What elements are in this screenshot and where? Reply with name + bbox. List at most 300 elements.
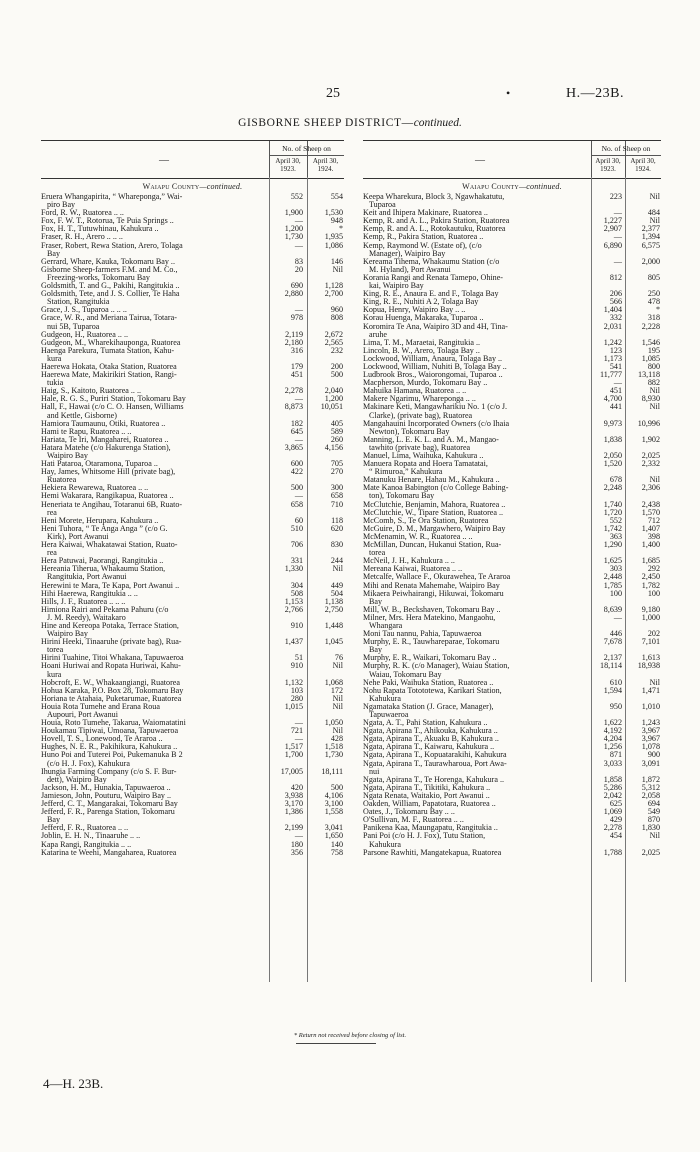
sheep-1924-value: 300 xyxy=(330,483,343,493)
sheep-1923-value: 4,700 xyxy=(603,394,622,404)
table-row xyxy=(41,314,344,322)
owner-entry: Heni Morete, Herupara, Kahukura .. xyxy=(41,516,159,525)
sheep-1923-value: 441 xyxy=(609,402,622,412)
sheep-1924-value: 1,200 xyxy=(324,394,343,404)
sheep-1924-value: 2,450 xyxy=(641,572,660,582)
sheep-1924-value: 1,782 xyxy=(641,580,660,590)
sheep-1924-value: 1,546 xyxy=(641,337,660,347)
sheep-1923-value: 2,248 xyxy=(603,483,622,493)
year-1923-heading: April 30, 1923. xyxy=(595,157,621,173)
sheep-1924-value: 2,377 xyxy=(641,224,660,234)
sheep-1924-value: 8,930 xyxy=(641,394,660,404)
sheep-1923-value: 3,033 xyxy=(603,758,622,768)
table-row xyxy=(41,751,344,759)
sheep-1923-value: 332 xyxy=(609,313,622,323)
owner-entry: McGuire, D. M., Margawhero, Waipiro Bay xyxy=(363,524,506,533)
sheep-1923-value: 552 xyxy=(290,192,303,201)
owner-entry: Houia, Roto Tumehe, Takarua, Waiomatatini xyxy=(41,719,186,728)
sheep-1924-value: 1,570 xyxy=(641,507,660,517)
sheep-1924-value: 805 xyxy=(647,272,660,282)
sheep-1924-value: 10,996 xyxy=(637,418,660,428)
owner-entry: Goldsmith, T. and G., Pakihi, Rangitukia .. xyxy=(41,282,180,291)
title-main: GISBORNE SHEEP DISTRICT— xyxy=(238,117,414,129)
table-row xyxy=(41,266,344,274)
sheep-1924-value: 1,400 xyxy=(641,540,660,550)
sheep-1924-value: 554 xyxy=(330,192,343,201)
owner-entry: Tapuwaeroa xyxy=(369,711,409,719)
owner-entry: McClutchie, Benjamin, Mahora, Ruatorea .. xyxy=(363,500,506,509)
owner-entry: Makinare Keti, Mangawharikiu No. 1 (c/o J. xyxy=(363,403,508,412)
sheep-1923-value: 303 xyxy=(609,564,622,574)
owner-entry: Ngata Renata, Waitakio, Port Awanui .. xyxy=(363,791,490,800)
sheep-1923-value: 2,880 xyxy=(284,289,303,299)
owner-entry: Korania Rangi and Renata Tamepo, Ohine- xyxy=(363,273,503,282)
sheep-1923-value: 8,873 xyxy=(284,402,303,412)
owner-entry: Lima, T. M., Maraetai, Rangitukia .. xyxy=(363,338,481,347)
owner-entry: rea xyxy=(47,508,57,517)
owner-entry: and Kettle, Gisborne) xyxy=(47,411,117,420)
table-row xyxy=(41,242,344,250)
sheep-1924-value: 800 xyxy=(647,361,660,371)
sheep-1923-value: 103 xyxy=(290,685,303,695)
owner-entry: Bay xyxy=(47,249,61,258)
owner-entry: “ Rimuroa,” Kahukura xyxy=(369,468,443,477)
owner-entry: Kirk), Port Awanui xyxy=(47,532,109,541)
county-heading: Waiapu County—continued. xyxy=(142,182,243,191)
owner-entry: kura xyxy=(47,670,62,679)
owner-entry: Ngata, Apirana T., Ahikouka, Kahukura .. xyxy=(363,727,498,736)
table-row xyxy=(41,403,344,411)
table-row xyxy=(41,849,344,857)
sheep-1924-value: Nil xyxy=(332,693,343,703)
owner-entry: Hine and Kereopa Potaka, Terrace Station, xyxy=(41,621,179,630)
owner-entry: Ngata, Apirana T., Kaiwaru, Kahukura .. xyxy=(363,743,495,752)
owner-entry: (c/o H. J. Fox), Kahukura xyxy=(47,759,130,768)
owner-entry: Rangitukia, Port Awanui xyxy=(47,573,127,582)
sheep-1924-value: 1,685 xyxy=(641,556,660,566)
table-row xyxy=(363,760,661,768)
sheep-1924-value: Nil xyxy=(649,402,660,412)
sheep-1924-value: 146 xyxy=(330,256,343,266)
owner-entry: Hale, R. G. S., Puriri Station, Tokomaru Bay xyxy=(41,395,186,404)
owner-entry: Jackson, H. M., Hunakia, Tapuwaeroa .. xyxy=(41,783,171,792)
owner-entry: Grace, W. R., and Meriana Tairua, Totara- xyxy=(41,314,177,323)
owner-entry: ton), Tokomaru Bay xyxy=(369,492,435,501)
sheep-1924-value: 449 xyxy=(330,580,343,590)
sheep-1923-value: — xyxy=(294,394,303,404)
sheep-1923-value: 552 xyxy=(609,515,622,525)
owner-entry: Kahukura xyxy=(369,840,401,849)
owner-entry: Heni Tuhora, “ Te Anga Anga ” (c/o G. xyxy=(41,524,168,533)
sheep-1923-value: 1,132 xyxy=(284,677,303,687)
sheep-1923-value: 420 xyxy=(290,782,303,792)
sheep-1923-value: 2,278 xyxy=(603,823,622,833)
table-row xyxy=(41,541,344,549)
sheep-1923-value: 1,742 xyxy=(603,523,622,533)
sheep-1923-value: — xyxy=(294,718,303,728)
sheep-1923-value: 2,766 xyxy=(284,604,303,614)
owner-entry: McClutchie, W., Tipare Station, Ruatorea .. xyxy=(363,508,504,517)
sheep-1923-value: 1,858 xyxy=(603,774,622,784)
owner-entry: Ngata, Apirana T., Kopuatarakihi, Kahukura xyxy=(363,751,507,760)
sheep-1923-value: 1,153 xyxy=(284,596,303,606)
document-reference: H.—23B. xyxy=(566,86,624,101)
sheep-1924-value: 504 xyxy=(330,588,343,598)
sheep-1924-value: 3,967 xyxy=(641,726,660,736)
sheep-1923-value: 1,227 xyxy=(603,216,622,226)
sheep-1923-value: — xyxy=(294,305,303,315)
table-row xyxy=(363,849,661,857)
sheep-1923-value: — xyxy=(294,734,303,744)
sheep-1923-value: 1,625 xyxy=(603,556,622,566)
sheep-1923-value: 2,278 xyxy=(284,386,303,396)
sheep-1923-value: 180 xyxy=(290,839,303,849)
sheep-1924-value: 7,101 xyxy=(641,637,660,647)
sheep-1924-value: 1,010 xyxy=(641,701,660,711)
sheep-1923-value: 2,448 xyxy=(603,572,622,582)
owner-entry: Hills, J. F., Ruatorea .. .. .. xyxy=(41,597,126,606)
sheep-1923-value: 223 xyxy=(609,192,622,201)
table-row xyxy=(41,622,344,630)
sheep-1923-value: — xyxy=(294,216,303,226)
sheep-1924-value: 1,613 xyxy=(641,653,660,663)
owner-entry: Ngata, Apirana T., Tikitiki, Kahukura .. xyxy=(363,783,491,792)
sheep-1924-value: Nil xyxy=(332,726,343,736)
title-continued: continued. xyxy=(413,117,462,129)
sheep-1924-value: Nil xyxy=(332,564,343,574)
owner-entry: Murphy, E. R., Tauwhareparae, Tokomaru xyxy=(363,638,500,647)
sheep-1924-value: 398 xyxy=(647,531,660,541)
owner-entry: Matanuku Henare, Hahau M., Kahukura .. xyxy=(363,476,500,485)
table-row xyxy=(41,565,344,573)
sheep-1923-value: 2,050 xyxy=(603,451,622,460)
owner-entry: Mate Kanoa Babington (c/o College Babing- xyxy=(363,484,509,493)
owner-entry: Clarke), (private bag), Ruatorea xyxy=(369,411,473,420)
sheep-1924-value: Nil xyxy=(332,661,343,671)
owner-entry: Hay, James, Whitsome Hill (private bag), xyxy=(41,468,176,477)
sheep-1923-value: 1,520 xyxy=(603,459,622,469)
owner-entry: Haig, S., Kaitoto, Ruatorea .. .. xyxy=(41,387,142,396)
owner-entry: Metcalfe, Wallace F., Okurawehea, Te Araroa xyxy=(363,573,511,582)
sheep-1923-value: — xyxy=(294,434,303,444)
table-row xyxy=(41,193,344,201)
owner-entry: Station, Rangitukia xyxy=(47,298,110,307)
sheep-1923-value: 1,838 xyxy=(603,434,622,444)
sheep-1923-value: 1,720 xyxy=(603,507,622,517)
sheep-1923-value: 1,256 xyxy=(603,742,622,752)
sheep-1923-value: 1,173 xyxy=(603,353,622,363)
sheep-1924-value: 948 xyxy=(330,216,343,226)
sheep-1924-value: 250 xyxy=(647,289,660,299)
sheep-1924-value: Nil xyxy=(649,216,660,226)
left-column xyxy=(41,140,344,857)
owner-entry: Fox, H. T., Tutuwhinau, Kahukura .. xyxy=(41,225,159,234)
owner-entry: Manuel, Lima, Waihuka, Kahukura .. xyxy=(363,452,484,460)
sheep-1924-value: 1,730 xyxy=(324,750,343,760)
sheep-1923-value: 3,865 xyxy=(284,442,303,452)
table-row xyxy=(363,274,661,282)
table-row xyxy=(363,832,661,840)
sheep-1924-value: 808 xyxy=(330,313,343,323)
sheep-1923-value: — xyxy=(613,256,622,266)
sheep-1923-value: 1,785 xyxy=(603,580,622,590)
owner-entry: Hekiera Rewarewa, Ruatorea .. .. xyxy=(41,484,149,493)
sheep-1923-value: 280 xyxy=(290,693,303,703)
sheep-1923-value: — xyxy=(613,208,622,218)
sheep-1923-value: 1,740 xyxy=(603,499,622,509)
sheep-1923-value: — xyxy=(613,232,622,242)
table-row xyxy=(363,242,661,250)
sheep-1923-value: 304 xyxy=(290,580,303,590)
sheep-1924-value: 2,306 xyxy=(641,483,660,493)
sheep-1923-value: 4,204 xyxy=(603,734,622,744)
sheep-1924-value: 694 xyxy=(647,799,660,809)
owner-entry: Whangara xyxy=(369,621,403,630)
owner-entry: Jefferd, F. R., Parenga Station, Tokomaru xyxy=(41,808,175,817)
sheep-1923-value: 17,005 xyxy=(280,766,303,776)
sheep-1923-value: 600 xyxy=(290,459,303,469)
bullet-mark: • xyxy=(506,86,511,100)
sheep-1923-value: 950 xyxy=(609,701,622,711)
sheep-1924-value: 478 xyxy=(647,297,660,307)
sheep-1923-value: 1,517 xyxy=(284,742,303,752)
sheep-1923-value: — xyxy=(613,378,622,388)
sheep-1924-value: 4,106 xyxy=(324,790,343,800)
sheep-1924-value: 4,156 xyxy=(324,442,343,452)
owner-entry: Ngamataka Station (J. Grace, Manager), xyxy=(363,702,494,711)
owner-entry: Bay xyxy=(369,646,383,655)
sheep-1924-value: 2,700 xyxy=(324,289,343,299)
owner-entry: Bay xyxy=(369,597,383,606)
sheep-1924-value: 2,332 xyxy=(641,459,660,469)
sheep-1924-value: 500 xyxy=(330,370,343,380)
owner-entry: aruhe xyxy=(369,330,387,339)
sheep-1923-value: 1,594 xyxy=(603,685,622,695)
owner-entry: Ngata, A. T., Pahi Station, Kahukura .. xyxy=(363,719,488,728)
sheep-1924-value: 100 xyxy=(647,588,660,598)
sheep-1924-value: 2,565 xyxy=(324,337,343,347)
sheep-1924-value: 1,471 xyxy=(641,685,660,695)
sheep-1923-value: 2,137 xyxy=(603,653,622,663)
table-row xyxy=(41,662,344,670)
page-title xyxy=(0,117,700,129)
owner-entry: Waipiro Bay xyxy=(47,452,88,460)
table-row xyxy=(41,290,344,298)
sheep-1924-value: 1,872 xyxy=(641,774,660,784)
owner-entry: Hami te Rapu, Ruatorea .. .. xyxy=(41,427,132,436)
owner-entry: Ruatorea xyxy=(47,476,77,485)
owner-entry: Keepa Wharekura, Block 3, Ngawhakatutu, xyxy=(363,193,505,201)
sheep-1924-value: 1,078 xyxy=(641,742,660,752)
owner-entry: Koromira Te Ana, Waipiro 3D and 4H, Tina- xyxy=(363,322,508,331)
owner-entry: Hereania Tiherua, Whakaumu Station, xyxy=(41,565,166,574)
table-row xyxy=(363,703,661,711)
sheep-1924-value: Nil xyxy=(332,701,343,711)
owner-entry: Hall, F., Hawai (c/o C. O. Hansen, Williams xyxy=(41,403,184,412)
table-row xyxy=(363,638,661,646)
sheep-1923-value: 3,938 xyxy=(284,790,303,800)
sheep-1923-value: 1,200 xyxy=(284,224,303,234)
sheep-1924-value: 882 xyxy=(647,378,660,388)
sheep-1923-value: 3,170 xyxy=(284,799,303,809)
sheep-1923-value: 910 xyxy=(290,661,303,671)
sheep-1923-value: 446 xyxy=(609,629,622,639)
owner-entry: Kemp, Raymond W. (Estate of), (c/o xyxy=(363,241,482,250)
owner-entry: Mahuika Hamana, Ruatorea .. .. xyxy=(363,387,467,396)
footnote: * Return not received before closing of list. xyxy=(293,1032,407,1039)
owner-entry: Ngata, Apirana T., Te Horenga, Kahukura .. xyxy=(363,775,505,784)
sheep-1923-value: 331 xyxy=(290,556,303,566)
owner-entry: Ngata, Apirana T., Akuaku B, Kahukura .. xyxy=(363,735,499,744)
left-entries xyxy=(41,193,344,857)
owner-entry: O'Sullivan, M. F., Ruatorea .. .. xyxy=(363,816,464,825)
owner-entry: Fraser, Robert, Rewa Station, Arero, Tolaga xyxy=(41,241,183,250)
sheep-1923-value: 451 xyxy=(609,386,622,396)
sheep-1924-value: 1,530 xyxy=(324,208,343,218)
sheep-1923-value: 1,437 xyxy=(284,637,303,647)
owner-entry: Bay xyxy=(47,816,61,825)
sheep-1923-value: 1,069 xyxy=(603,807,622,817)
sheep-1924-value: 620 xyxy=(330,523,343,533)
sheep-1923-value: — xyxy=(613,612,622,622)
owner-entry: Kahukura xyxy=(369,694,401,703)
owner-entry: Hihi Haerewa, Rangitukia .. .. xyxy=(41,589,138,598)
table-row xyxy=(41,808,344,816)
sheep-1924-value: 710 xyxy=(330,499,343,509)
sheep-1924-value: 2,438 xyxy=(641,499,660,509)
page-number: 25 xyxy=(326,86,340,101)
sheep-1924-value: 172 xyxy=(330,685,343,695)
owner-entry: Waipiro Bay xyxy=(47,630,88,639)
owner-entry: Eruera Whangapirita, “ Whareponga,” Wai- xyxy=(41,193,183,201)
table-row xyxy=(41,606,344,614)
sheep-1923-value: 2,031 xyxy=(603,321,622,331)
sheep-1923-value: 812 xyxy=(609,272,622,282)
sheep-1924-value: * xyxy=(338,224,343,234)
owner-entry: M. Hyland), Port Awanui xyxy=(369,265,451,274)
owner-entry: McComb, S., Te Ora Station, Ruatorea xyxy=(363,516,489,525)
owner-entry: Horiana te Atahaia, Puketarumae, Ruatorea xyxy=(41,694,182,703)
owner-entry: Herewini te Mara, Te Kapa, Port Awanui .. xyxy=(41,581,180,590)
sheep-on-heading: No. of Sheep on xyxy=(282,144,331,153)
sheep-1924-value: 1,650 xyxy=(324,831,343,841)
sheep-1924-value: 960 xyxy=(330,305,343,315)
table-row xyxy=(41,444,344,452)
sheep-1923-value: 1,330 xyxy=(284,564,303,574)
owner-entry: Ihungia Farming Company (c/o S. F. Bur- xyxy=(41,767,177,776)
owner-entry: Kemp, R. and A. L., Rotokautuku, Ruatorea xyxy=(363,225,506,234)
owner-entry: King, R. E., Anaura E. and F., Tolaga Bay xyxy=(363,290,499,299)
header-dash: — xyxy=(475,155,485,166)
sheep-1923-value: 1,404 xyxy=(603,305,622,315)
owner-entry: rea xyxy=(47,549,57,558)
sheep-1924-value: 9,180 xyxy=(641,604,660,614)
owner-entry: Hamiora Taumaunu, Otiki, Ruatorea .. xyxy=(41,419,166,428)
owner-entry: Haerewa Mate, Makirikiri Station, Rangi- xyxy=(41,371,177,380)
sheep-1924-value: 712 xyxy=(647,515,660,525)
owner-entry: Hati Pataroa, Otaramona, Tuparoa .. xyxy=(41,460,158,469)
sheep-1923-value: 1,242 xyxy=(603,337,622,347)
sheep-1923-value: 610 xyxy=(609,677,622,687)
owner-entry: kai, Waipiro Bay xyxy=(369,282,424,291)
sheep-1924-value: 118 xyxy=(331,515,343,525)
sheep-1923-value: 100 xyxy=(609,588,622,598)
owner-entry: Aupouri, Port Awanui xyxy=(47,711,118,719)
sheep-1923-value: 1,900 xyxy=(284,208,303,218)
sheep-1924-value: 1,394 xyxy=(641,232,660,242)
sheep-1924-value: 589 xyxy=(330,426,343,436)
owner-entry: Mihi and Renata Mahemahe, Waipiro Bay xyxy=(363,581,500,590)
owner-entry: Hemi Wakarara, Rangikapua, Ruatorea .. xyxy=(41,492,174,501)
owner-entry: Keit and Ihipera Makinare, Ruatorea .. xyxy=(363,209,488,218)
sheep-1923-value: 2,907 xyxy=(603,224,622,234)
owner-entry: Katarina te Weehi, Mangaharea, Ruatorea xyxy=(41,848,177,857)
owner-entry: Murphy, R. K. (c/o Manager), Waiau Station, xyxy=(363,662,510,671)
owner-entry: Gudgeon, M., Wharekihauponga, Ruatorea xyxy=(41,338,181,347)
sheep-1923-value: 678 xyxy=(609,475,622,485)
sheep-1923-value: 2,042 xyxy=(603,790,622,800)
table-row xyxy=(363,687,661,695)
sheep-1924-value: 1,558 xyxy=(324,807,343,817)
table-row xyxy=(41,501,344,509)
year-1924-heading: April 30, 1924. xyxy=(630,157,656,173)
sheep-1924-value: 3,041 xyxy=(324,823,343,833)
sheep-1924-value: 76 xyxy=(334,653,343,663)
table-row xyxy=(41,768,344,776)
sheep-1923-value: 645 xyxy=(290,426,303,436)
sheep-1924-value: 318 xyxy=(647,313,660,323)
owner-entry: Newton), Tokomaru Bay xyxy=(369,427,450,436)
owner-entry: torea xyxy=(47,646,64,655)
owner-entry: Hirini Heeki, Tinaaruhe (private bag), Rua- xyxy=(41,638,182,647)
sheep-1924-value: 292 xyxy=(647,564,660,574)
owner-entry: Panikena Kaa, Maungapatu, Rangitukia .. xyxy=(363,824,498,833)
table-row xyxy=(41,703,344,711)
owner-entry: Parsone Rawhiti, Mangatekapua, Ruatorea xyxy=(363,848,502,857)
sheep-1924-value: 1,068 xyxy=(324,677,343,687)
owner-entry: Gerrard, Whare, Kauka, Tokomaru Bay .. xyxy=(41,257,175,266)
sheep-1924-value: 2,025 xyxy=(641,847,660,857)
sheep-1923-value: 1,730 xyxy=(284,232,303,242)
owner-entry: Waiau, Tokomaru Bay xyxy=(369,670,442,679)
owner-entry: nui xyxy=(369,767,380,776)
owner-entry: Oates, J., Tokomaru Bay .. .. xyxy=(363,808,455,817)
sheep-1924-value: 3,100 xyxy=(324,799,343,809)
owner-entry: McNeil, J. H., Kahukura .. .. xyxy=(363,557,455,566)
sheep-1923-value: 2,119 xyxy=(285,329,303,339)
sheep-1924-value: 1,243 xyxy=(641,718,660,728)
sheep-1924-value: 244 xyxy=(330,556,343,566)
sheep-1923-value: 1,700 xyxy=(284,750,303,760)
table-row xyxy=(363,484,661,492)
sheep-1924-value: 3,091 xyxy=(641,758,660,768)
sheep-1923-value: 658 xyxy=(290,499,303,509)
sheep-1924-value: 500 xyxy=(330,782,343,792)
sheep-1924-value: 658 xyxy=(330,491,343,501)
county-heading: Waiapu County—continued. xyxy=(462,182,562,191)
owner-entry: Manuera Ropata and Hoera Tamatatai, xyxy=(363,460,488,469)
sheep-1924-value: Nil xyxy=(649,386,660,396)
sheep-1924-value: 1,045 xyxy=(324,637,343,647)
table-row xyxy=(363,436,661,444)
owner-entry: Himiona Rairi and Pekama Pahuru (c/o xyxy=(41,605,169,614)
table-row xyxy=(363,590,661,598)
owner-entry: Ngata, Apirana T., Taurawharoua, Port Awa- xyxy=(363,759,507,768)
sheep-1924-value: 1,128 xyxy=(324,281,343,291)
sheep-1924-value: 270 xyxy=(330,467,343,477)
owner-entry: Nohu Rapata Totototewa, Karikari Station, xyxy=(363,686,502,695)
year-1923-heading: April 30, 1923. xyxy=(275,157,301,173)
